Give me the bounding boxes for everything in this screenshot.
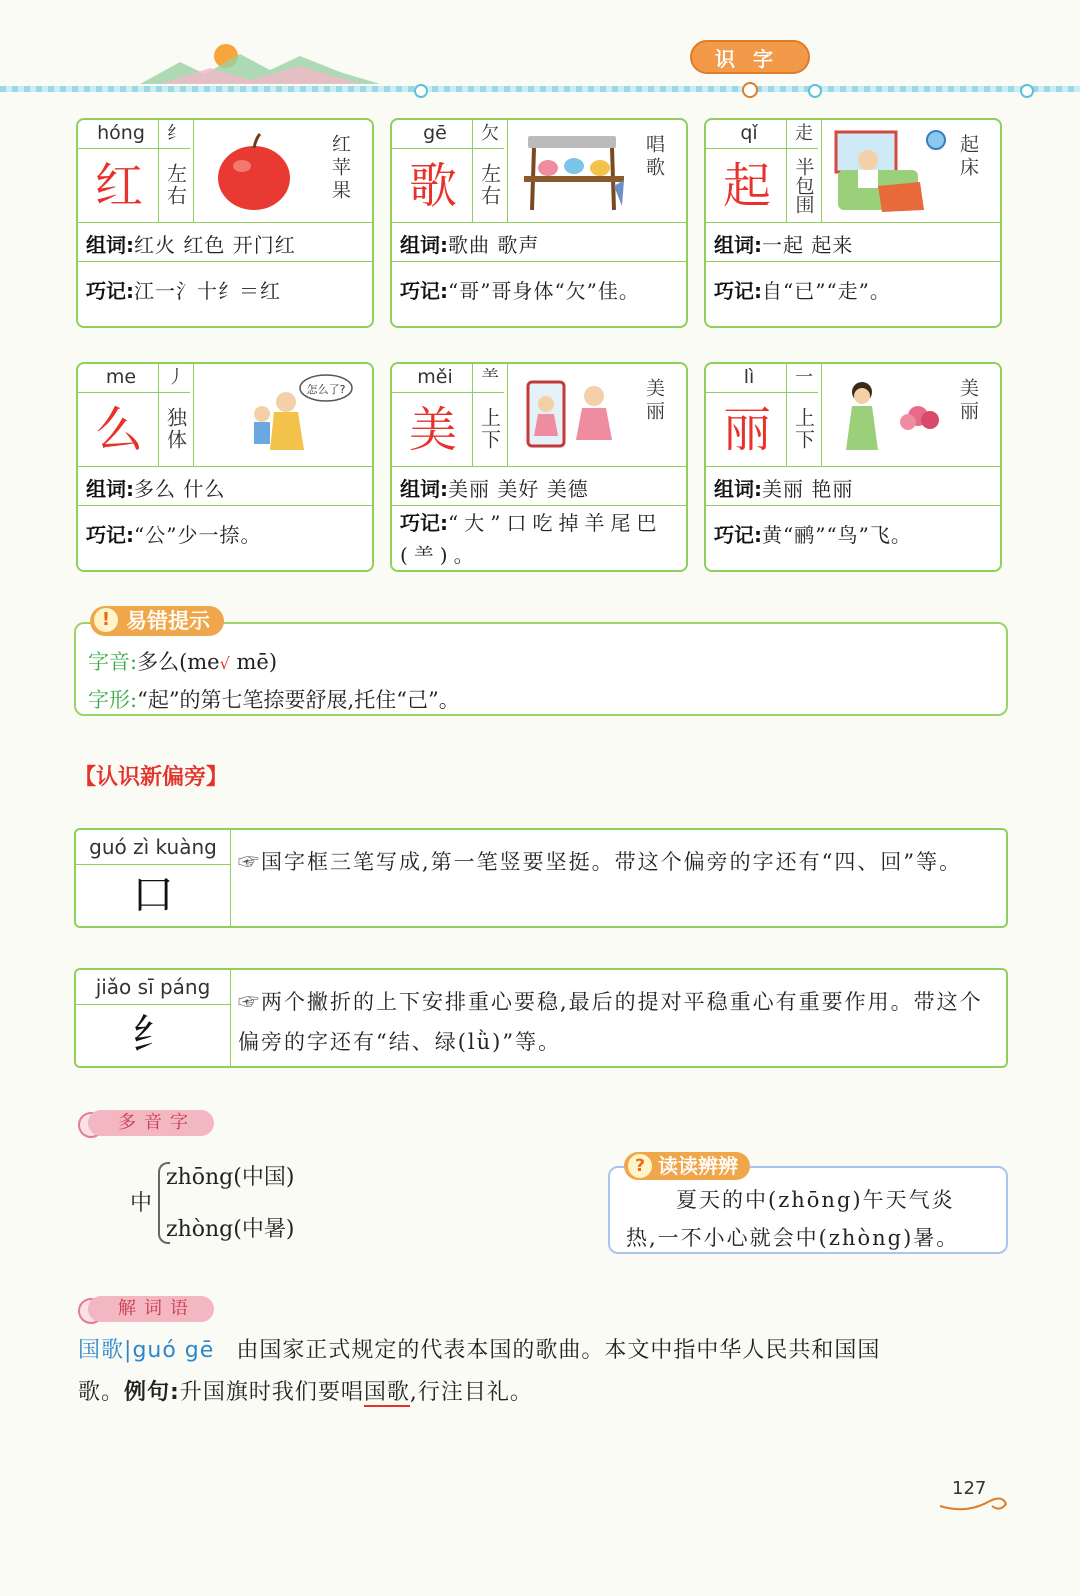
read-line: 热,一不小心就会中(zhòng)暑。 bbox=[626, 1226, 960, 1250]
structure: 上下 bbox=[472, 392, 508, 466]
qiaoji-label: 巧记: bbox=[86, 523, 134, 547]
zuci-words: 美丽 美好 美德 bbox=[448, 477, 589, 501]
radical-pinyin: guó zì kuàng bbox=[76, 830, 230, 865]
structure: 半包围 bbox=[786, 148, 822, 222]
radical: 一 bbox=[786, 364, 822, 392]
polyphone-char: 中 bbox=[130, 1191, 153, 1216]
target-character: 丽 bbox=[722, 402, 771, 458]
radical: 欠 bbox=[472, 120, 508, 148]
check-mark: √ bbox=[219, 654, 230, 673]
picture-word: 唱歌 bbox=[643, 134, 665, 180]
qiaoji-text: “哥”哥身体“欠”佳。 bbox=[448, 279, 640, 303]
question-icon: ? bbox=[628, 1154, 652, 1178]
header-decoration bbox=[0, 0, 1080, 96]
zuci-label: 组词: bbox=[714, 477, 762, 501]
qiaoji-label: 巧记: bbox=[400, 279, 448, 303]
speech-text: 怎么了? bbox=[306, 383, 346, 396]
radical-pinyin: jiǎo sī páng bbox=[76, 970, 230, 1005]
target-character: 起 bbox=[722, 158, 771, 214]
exclamation-icon: ! bbox=[94, 608, 118, 632]
page-number: 127 bbox=[952, 1478, 987, 1499]
qiaoji-label: 巧记: bbox=[86, 279, 134, 303]
qiaoji-label: 巧记: bbox=[714, 523, 762, 547]
rule-dot bbox=[414, 84, 428, 98]
structure: 独体 bbox=[158, 392, 194, 466]
vocab-word: 国歌 bbox=[78, 1338, 125, 1363]
vocab-definition: 由国家正式规定的代表本国的歌曲。本文中指中华人民共和国国 bbox=[236, 1338, 881, 1363]
read-line: 夏天的中(zhōng)午天气炎 bbox=[676, 1188, 955, 1212]
zuci-words: 美丽 艳丽 bbox=[762, 477, 854, 501]
polyphone-reading: zhòng(中暑) bbox=[166, 1217, 295, 1242]
zuci-label: 组词: bbox=[86, 477, 134, 501]
char-card bbox=[704, 362, 1002, 572]
zuci-label: 组词: bbox=[400, 233, 448, 257]
example-label: 例句: bbox=[124, 1380, 180, 1405]
tip-pronunciation-tail: mē) bbox=[229, 650, 278, 674]
pinyin: lì bbox=[743, 366, 755, 388]
mistake-tip-title: 易错提示 bbox=[90, 606, 224, 636]
radical-description: 两个撇折的上下安排重心要稳,最后的提对平稳重心有重要作用。带这个偏旁的字还有“结、绿(lǜ)”等。 bbox=[238, 990, 983, 1054]
apple-illustration bbox=[200, 126, 320, 218]
radical-char: 口 bbox=[131, 870, 174, 919]
target-character: 么 bbox=[94, 402, 143, 458]
read-compare-title: 读读辨辨 bbox=[624, 1152, 750, 1180]
pinyin: měi bbox=[417, 366, 453, 388]
pinyin: gē bbox=[423, 122, 447, 144]
vocab-entry bbox=[78, 1330, 1018, 1414]
radical: 丿 bbox=[158, 364, 194, 392]
radical: 纟 bbox=[158, 120, 194, 148]
mountains-sun-illustration bbox=[0, 0, 1080, 96]
example-pre: 升国旗时我们要唱 bbox=[179, 1380, 364, 1405]
target-character: 美 bbox=[408, 402, 457, 458]
radical-box bbox=[74, 828, 1008, 928]
zuci-words: 多么 什么 bbox=[134, 477, 226, 501]
target-character: 歌 bbox=[408, 158, 457, 214]
girl-at-mirror-illustration bbox=[514, 370, 634, 462]
tip-label-shape: 字形: bbox=[88, 688, 138, 712]
polyphone-reading: zhōng(中国) bbox=[166, 1165, 295, 1190]
header-rule bbox=[0, 86, 1080, 92]
pointing-hand-icon: ☞ bbox=[238, 990, 261, 1014]
tip-pronunciation-line bbox=[88, 646, 277, 676]
page-swirl-decoration bbox=[936, 1490, 1012, 1518]
zuci-label: 组词: bbox=[86, 233, 134, 257]
zuci-words: 一起 起来 bbox=[762, 233, 854, 257]
tip-shape-text: “起”的第七笔捺要舒展,托住“己”。 bbox=[137, 688, 460, 712]
tip-pronunciation-text: 多么(me bbox=[137, 650, 220, 674]
radical-description: 国字框三笔写成,第一笔竖要坚挺。带这个偏旁的字还有“四、回”等。 bbox=[261, 850, 963, 874]
picture-word: 起床 bbox=[957, 134, 979, 180]
char-card bbox=[76, 362, 374, 572]
radical: 走 bbox=[786, 120, 822, 148]
radical-box bbox=[74, 968, 1008, 1068]
char-card bbox=[76, 118, 374, 328]
char-card bbox=[704, 118, 1002, 328]
mother-and-child-illustration bbox=[200, 370, 370, 462]
picture-word: 红苹果 bbox=[329, 134, 351, 203]
pointing-hand-icon: ☞ bbox=[238, 850, 261, 874]
pinyin: qǐ bbox=[740, 122, 758, 144]
zuci-words: 歌曲 歌声 bbox=[448, 233, 540, 257]
target-character: 红 bbox=[94, 158, 143, 214]
structure: 左右 bbox=[158, 148, 194, 222]
pinyin: hóng bbox=[97, 122, 145, 144]
qiaoji-text: “公”少一捺。 bbox=[134, 523, 262, 547]
polyphone-ribbon: 多音字 bbox=[88, 1110, 214, 1136]
vocab-ribbon: 解词语 bbox=[88, 1296, 214, 1322]
girl-with-flowers-illustration bbox=[828, 370, 948, 462]
picture-word: 美丽 bbox=[957, 378, 979, 424]
vocab-separator: | bbox=[124, 1338, 133, 1363]
qiaoji-label: 巧记: bbox=[714, 279, 762, 303]
rule-dot bbox=[1020, 84, 1034, 98]
zuci-label: 组词: bbox=[714, 233, 762, 257]
tip-label-pronunciation: 字音: bbox=[88, 650, 138, 674]
picture-word: 美丽 bbox=[643, 378, 665, 424]
qiaoji-text: “大”口吃掉羊尾巴(⺷)。 bbox=[400, 511, 663, 567]
qiaoji-text: 黄“鹂”“鸟”飞。 bbox=[762, 523, 912, 547]
boy-waking-up-illustration bbox=[828, 126, 948, 218]
char-card bbox=[390, 118, 688, 328]
rule-dot bbox=[808, 84, 822, 98]
pinyin: me bbox=[105, 366, 137, 388]
char-card bbox=[390, 362, 688, 572]
birds-singing-illustration bbox=[514, 126, 634, 218]
vocab-line2-start: 歌。 bbox=[78, 1380, 125, 1405]
structure: 左右 bbox=[472, 148, 508, 222]
vocab-pinyin: guó gē bbox=[132, 1338, 215, 1363]
structure: 上下 bbox=[786, 392, 822, 466]
tip-shape-line bbox=[88, 684, 460, 714]
qiaoji-text: 自“已”“走”。 bbox=[762, 279, 891, 303]
radical-char: 纟 bbox=[131, 1010, 174, 1059]
radical: ⺷ bbox=[472, 364, 508, 392]
qiaoji-label: 巧记: bbox=[400, 511, 448, 535]
zuci-label: 组词: bbox=[400, 477, 448, 501]
section-tab-pin bbox=[742, 82, 758, 98]
section-tab: 识字 bbox=[690, 40, 810, 74]
zuci-words: 红火 红色 开门红 bbox=[134, 233, 296, 257]
qiaoji-text: 江一氵十纟＝红 bbox=[134, 279, 281, 303]
example-post: ,行注目礼。 bbox=[409, 1380, 533, 1405]
new-radicals-heading: 【认识新偏旁】 bbox=[74, 765, 229, 790]
example-word: 国歌 bbox=[363, 1380, 410, 1405]
